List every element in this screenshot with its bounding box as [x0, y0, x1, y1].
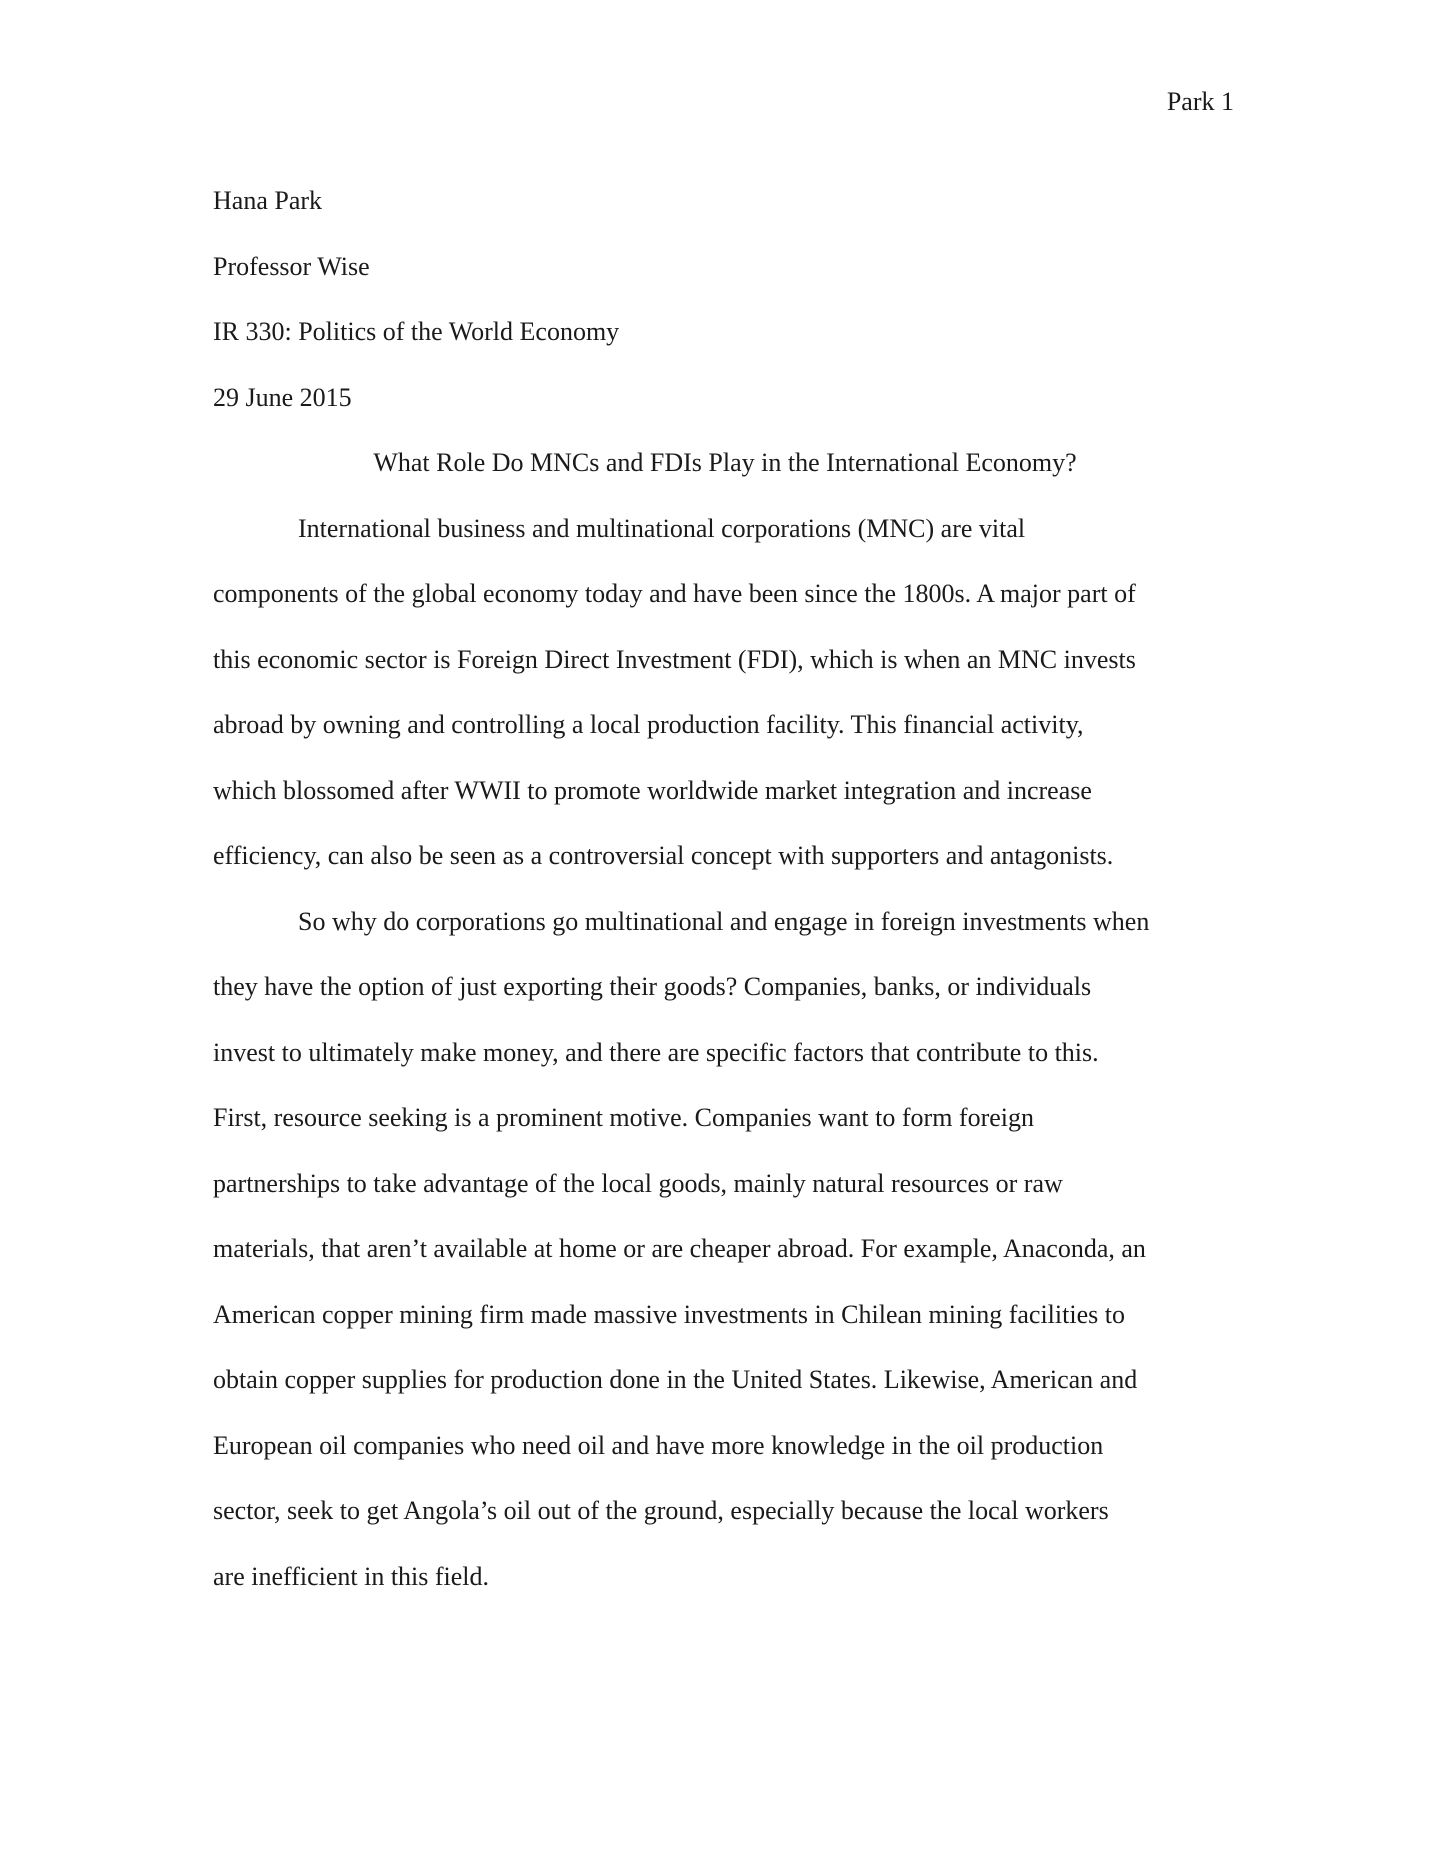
paragraph-1	[213, 496, 1237, 889]
paragraph-line: International business and multinational corporations (MNC) are vital	[298, 513, 1026, 543]
paragraph-line: First, resource seeking is a prominent motive. Companies want to form foreign	[213, 1103, 1034, 1132]
paragraph-line: abroad by owning and controlling a local production facility. This financial activity,	[213, 710, 1084, 739]
course-name: IR 330: Politics of the World Economy	[213, 317, 620, 346]
paragraph-line: obtain copper supplies for production done in the United States. Likewise, American and	[213, 1365, 1138, 1394]
paragraph-line: invest to ultimately make money, and there are specific factors that contribute to this.	[213, 1037, 1099, 1067]
document-date: 29 June 2015	[213, 382, 352, 412]
paragraph-line: they have the option of just exporting their goods? Companies, banks, or individuals	[213, 972, 1092, 1001]
paragraph-line: which blossomed after WWII to promote worldwide market integration and increase	[213, 775, 1092, 805]
paragraph-line: European oil companies who need oil and have more knowledge in the oil production	[213, 1430, 1104, 1460]
paragraph-line: are inefficient in this field.	[213, 1561, 490, 1591]
paragraph-line: American copper mining firm made massive investments in Chilean mining facilities to	[213, 1299, 1125, 1329]
author-name: Hana Park	[213, 186, 323, 215]
heading-block	[213, 168, 1237, 430]
paragraph-2	[213, 889, 1237, 1610]
document-body	[213, 168, 1237, 1609]
paragraph-line: components of the global economy today and have been since the 1800s. A major part of	[213, 579, 1136, 608]
paragraph-line: partnerships to take advantage of the local goods, mainly natural resources or raw	[213, 1168, 1063, 1198]
instructor-name: Professor Wise	[213, 251, 370, 281]
paragraph-line: efficiency, can also be seen as a controversial concept with supporters and antagonists.	[213, 841, 1114, 870]
paragraph-line: sector, seek to get Angola’s oil out of the ground, especially because the local workers	[213, 1496, 1109, 1525]
paragraph-line: this economic sector is Foreign Direct Investment (FDI), which is when an MNC invests	[213, 644, 1136, 674]
running-head: Park 1	[1166, 87, 1234, 116]
paragraph-line: So why do corporations go multinational and engage in foreign investments when	[298, 906, 1150, 936]
document-title: What Role Do MNCs and FDIs Play in the International Economy?	[373, 448, 1077, 477]
paragraph-line: materials, that aren’t available at home or are cheaper abroad. For example, Anaconda, an	[213, 1234, 1146, 1263]
